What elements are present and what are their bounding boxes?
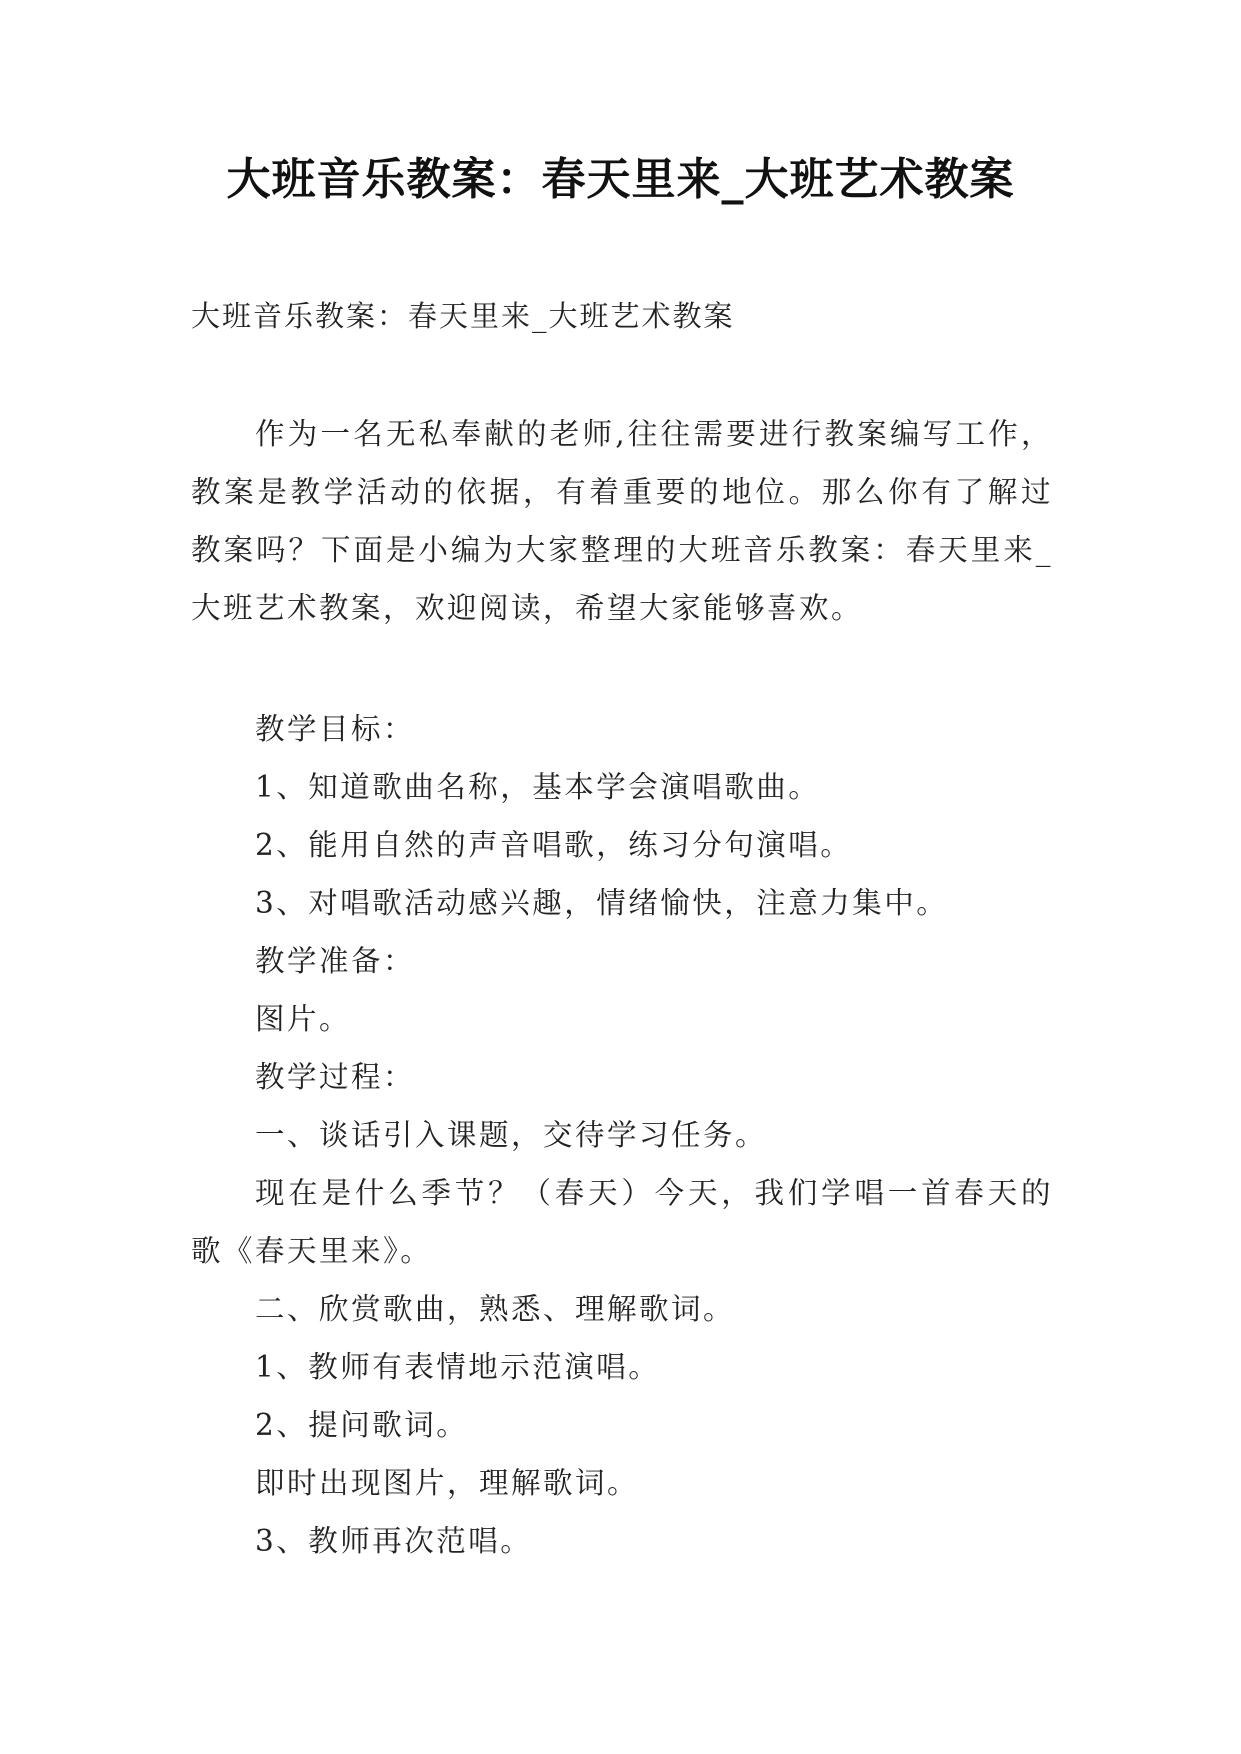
process-substep-1: 1、教师有表情地示范演唱。 xyxy=(255,1350,661,1384)
process-step-2: 二、欣赏歌曲，熟悉、理解歌词。 xyxy=(255,1292,736,1326)
preparation-item: 图片。 xyxy=(255,1002,352,1036)
process-substep-3: 3、教师再次范唱。 xyxy=(255,1524,533,1558)
process-substep-2: 2、提问歌词。 xyxy=(255,1408,469,1442)
process-step-1: 一、谈话引入课题，交待学习任务。 xyxy=(255,1118,768,1152)
heading-teaching-preparation: 教学准备： xyxy=(255,944,416,978)
goal-item-3: 3、对唱歌活动感兴趣，情绪愉快，注意力集中。 xyxy=(255,886,949,920)
process-paragraph: 现在是什么季节？（春天）今天，我们学唱一首春天的歌《春天里来》。 xyxy=(191,1176,1053,1268)
process-note: 即时出现图片，理解歌词。 xyxy=(255,1466,640,1500)
heading-teaching-goals: 教学目标： xyxy=(255,712,416,746)
goal-item-1: 1、知道歌曲名称，基本学会演唱歌曲。 xyxy=(255,770,821,804)
lesson-body xyxy=(191,700,1053,1570)
goal-item-2: 2、能用自然的声音唱歌，练习分句演唱。 xyxy=(255,828,853,862)
intro-paragraph: 作为一名无私奉献的老师,往往需要进行教案编写工作，教案是教学活动的依据，有着重要的地位。那么你有了解过教案吗？下面是小编为大家整理的大班音乐教案：春天里来_大班艺术教案，欢迎阅读，希望大家能够喜欢。 xyxy=(191,417,1053,625)
document-subtitle: 大班音乐教案：春天里来_大班艺术教案 xyxy=(191,299,735,333)
document-title: 大班音乐教案：春天里来_大班艺术教案 xyxy=(226,154,1015,205)
heading-teaching-process: 教学过程： xyxy=(255,1060,416,1094)
